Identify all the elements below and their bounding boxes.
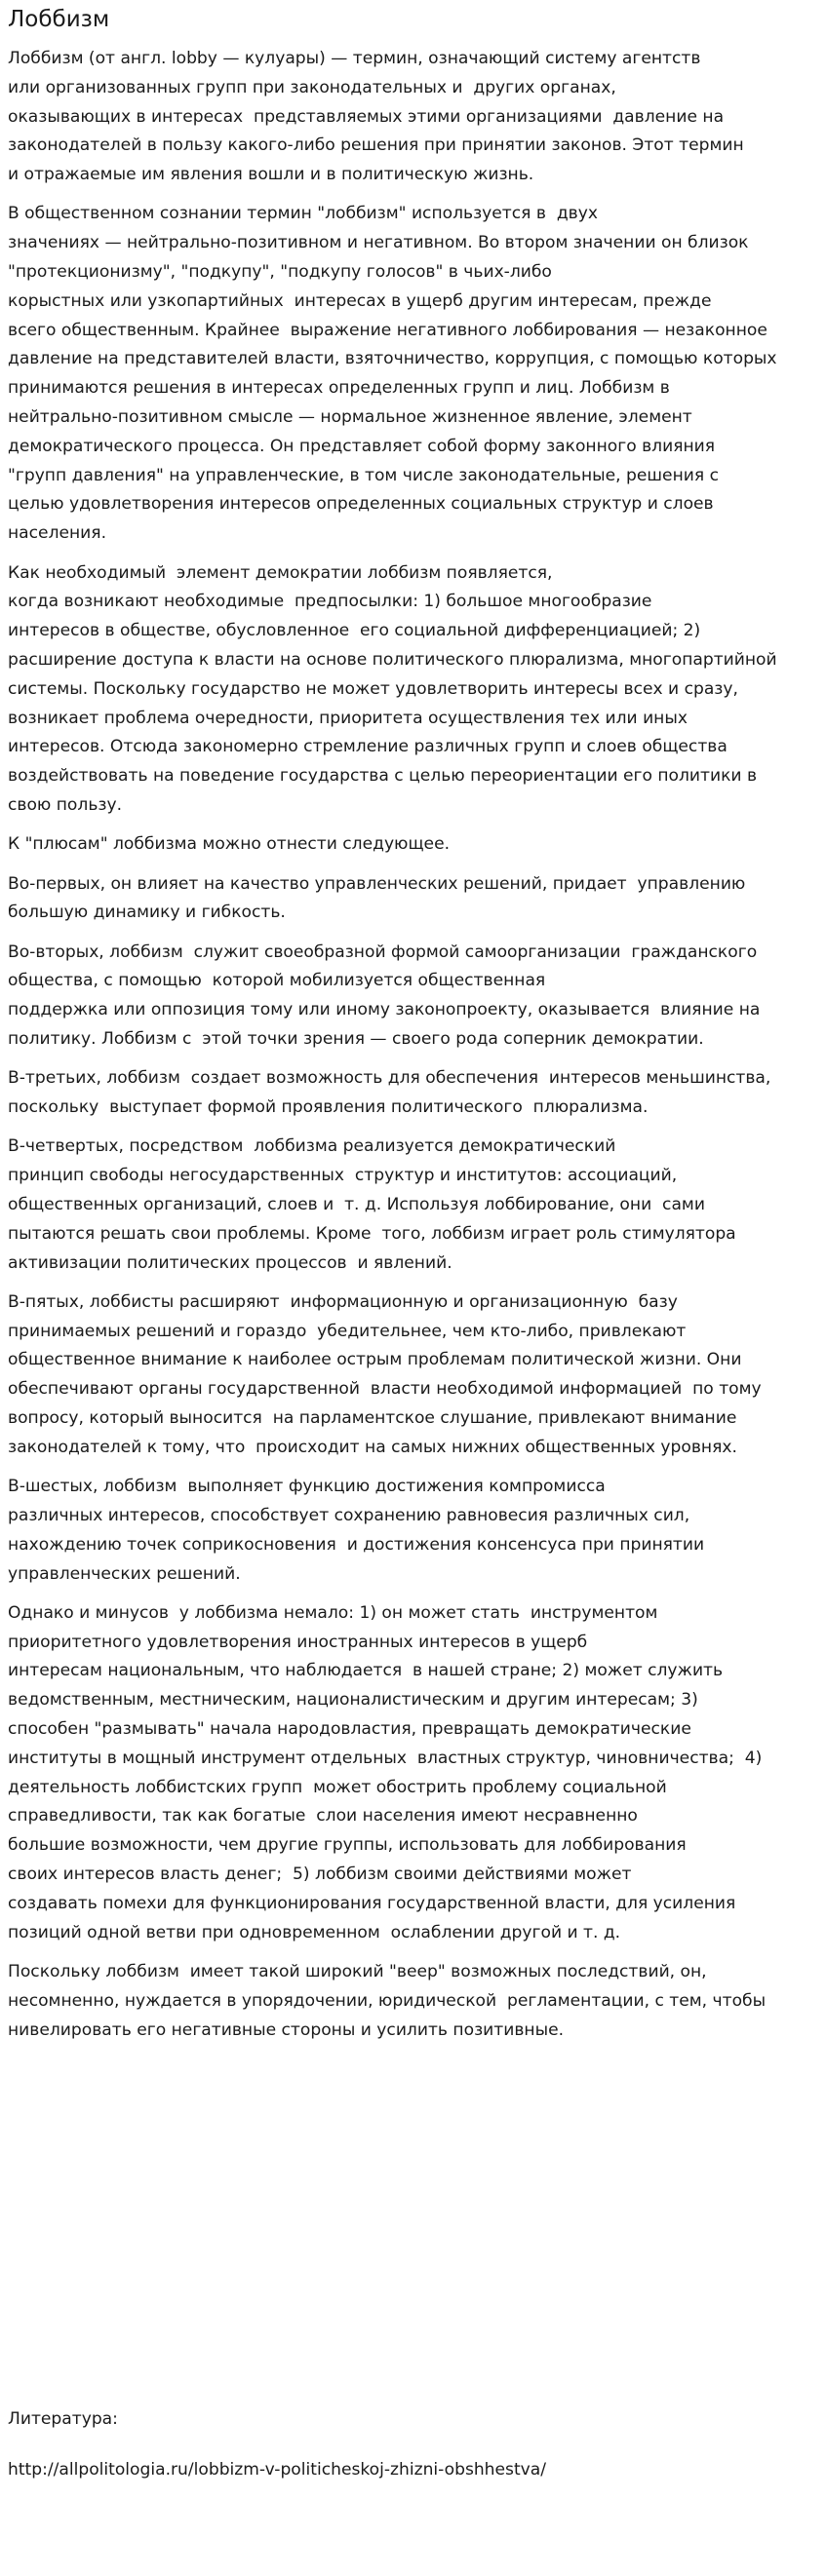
paragraph-line: и отражаемые им явления вошли и в политическую жизнь. [8, 165, 534, 185]
paragraph-line: интересам национальным, что наблюдается в нашей стране; 2) может служить [8, 1661, 724, 1681]
paragraph-line: управленческих решений. [8, 1563, 241, 1584]
paragraph-line: В-четвертых, посредством лоббизма реализуется демократический [8, 1136, 616, 1157]
paragraph-line: Как необходимый элемент демократии лоббизм появляется, [8, 562, 553, 583]
paragraph-line: способен "размывать" начала народовластия, превращать демократические [8, 1719, 691, 1740]
paragraph-line: справедливости, так как богатые слои населения имеют несравненно [8, 1806, 638, 1826]
paragraph-line: общественное внимание к наиболее острым проблемам политической жизни. Они [8, 1350, 742, 1370]
paragraph-line: большие возможности, чем другие группы, использовать для лоббирования [8, 1835, 687, 1856]
paragraph-line: населения. [8, 523, 107, 544]
paragraph-line: свою пользу. [8, 794, 123, 815]
paragraph-line: принцип свободы негосударственных структур и институтов: ассоциаций, [8, 1166, 678, 1186]
paragraph-line: политику. Лоббизм с этой точки зрения — своего рода соперник демократии. [8, 1029, 704, 1049]
paragraph-line: давление на представителей власти, взяточничество, коррупция, с помощью которых [8, 349, 777, 369]
paragraph-line: принимаемых решений и гораздо убедительнее, чем кто-либо, привлекают [8, 1321, 687, 1341]
paragraph-line: интересов в обществе, обусловленное его социальной дифференциацией; 2) [8, 621, 701, 641]
paragraph-line: Во-вторых, лоббизм служит своеобразной формой самоорганизации гражданского [8, 942, 758, 962]
paragraph-line: оказывающих в интересах представляемых этими организациями давление на [8, 106, 725, 127]
paragraph-line: институты в мощный инструмент отдельных властных структур, чиновничества; 4) [8, 1748, 763, 1768]
paragraph-line: несомненно, нуждается в упорядочении, юридической регламентации, с тем, чтобы [8, 1990, 767, 2011]
paragraph-line: обеспечивают органы государственной власти необходимой информацией по тому [8, 1379, 762, 1400]
paragraph-line: поскольку выступает формой проявления политического плюрализма. [8, 1097, 649, 1118]
paragraph-line: активизации политических процессов и явлений. [8, 1252, 452, 1273]
paragraph-line: вопросу, который выносится на парламентское слушание, привлекают внимание [8, 1408, 737, 1429]
paragraph-line: когда возникают необходимые предпосылки: 1) большое многообразие [8, 592, 652, 612]
paragraph-line: своих интересов власть денег; 5) лоббизм своими действиями может [8, 1865, 632, 1885]
paragraph-line: расширение доступа к власти на основе политического плюрализма, многопартийной [8, 649, 777, 670]
paragraph-line: пытаются решать свои проблемы. Кроме того, лоббизм играет роль стимулятора [8, 1223, 736, 1244]
paragraph-line: различных интересов, способствует сохранению равновесия различных сил, [8, 1505, 690, 1525]
paragraph-line: демократического процесса. Он представляет собой форму законного влияния [8, 436, 716, 456]
paragraph-line: деятельность лоббистских групп может обострить проблему социальной [8, 1777, 667, 1797]
paragraph-line: В-третьих, лоббизм создает возможность для обеспечения интересов меньшинства, [8, 1068, 771, 1089]
article-paragraph [8, 1473, 823, 1589]
paragraph-line: системы. Поскольку государство не может удовлетворить интересы всех и сразу, [8, 678, 738, 699]
paragraph-line: Однако и минусов у лоббизма немало: 1) он может стать инструментом [8, 1602, 658, 1623]
article-paragraph [8, 830, 823, 860]
article-paragraph [8, 1133, 823, 1278]
article-paragraph [8, 939, 823, 1055]
paragraph-line: "групп давления" на управленческие, в том числе законодательные, решения с [8, 465, 719, 485]
article-paragraph [8, 870, 823, 929]
article-body [8, 45, 823, 2045]
article-paragraph [8, 559, 823, 821]
paragraph-line: нивелировать его негативные стороны и усилить позитивные. [8, 2019, 565, 2040]
paragraph-line: ведомственным, местническим, националистическим и другим интересам; 3) [8, 1690, 698, 1711]
paragraph-line: нейтрально-позитивном смысле — нормальное жизненное явление, элемент [8, 407, 692, 428]
article-paragraph [8, 1064, 823, 1123]
paragraph-line: законодателей к тому, что происходит на самых нижних общественных уровнях. [8, 1437, 737, 1457]
paragraph-line: "протекционизму", "подкупу", "подкупу голосов" в чьих-либо [8, 262, 552, 283]
article-paragraph [8, 1958, 823, 2045]
paragraph-line: К "плюсам" лоббизма можно отнести следующее. [8, 834, 451, 855]
paragraph-line: позиций одной ветви при одновременном ослаблении другой и т. д. [8, 1922, 621, 1942]
source-link[interactable]: http://allpolitologia.ru/lobbizm-v-politicheskoj-zhizni-obshhestva/ [8, 2460, 546, 2480]
paragraph-line: значениях — нейтрально-позитивном и негативном. Во втором значении он близок [8, 233, 749, 253]
paragraph-line: воздействовать на поведение государства с целью переориентации его политики в [8, 766, 758, 787]
paragraph-line: целью удовлетворения интересов определенных социальных структур и слоев [8, 494, 714, 515]
article-paragraph [8, 1288, 823, 1463]
article-title: Лоббизм [8, 7, 110, 32]
paragraph-line: общества, с помощью которой мобилизуется общественная [8, 971, 546, 991]
paragraph-line: создавать помехи для функционирования государственной власти, для усиления [8, 1893, 736, 1913]
paragraph-line: или организованных групп при законодательных и других органах, [8, 77, 616, 97]
paragraph-line: законодателей в пользу какого-либо решения при принятии законов. Этот термин [8, 135, 744, 156]
paragraph-line: большую динамику и гибкость. [8, 903, 286, 923]
paragraph-line: нахождению точек соприкосновения и достижения консенсуса при принятии [8, 1534, 705, 1555]
literature-label: Литература: [8, 2409, 118, 2429]
paragraph-line: принимаются решения в интересах определенных групп и лиц. Лоббизм в [8, 378, 670, 399]
article-paragraph [8, 200, 823, 549]
paragraph-line: В-пятых, лоббисты расширяют информационную и организационную базу [8, 1291, 678, 1312]
paragraph-line: возникает проблема очередности, приоритета осуществления тех или иных [8, 708, 688, 728]
paragraph-line: поддержка или оппозиция тому или иному законопроекту, оказывается влияние на [8, 1000, 761, 1020]
paragraph-line: корыстных или узкопартийных интересах в ущерб другим интересам, прежде [8, 290, 712, 311]
paragraph-line: интересов. Отсюда закономерно стремление различных групп и слоев общества [8, 737, 728, 757]
paragraph-line: Лоббизм (от англ. lobby — кулуары) — термин, означающий систему агентств [8, 49, 701, 68]
paragraph-line: В общественном сознании термин "лоббизм" используется в двух [8, 204, 598, 224]
paragraph-line: В-шестых, лоббизм выполняет функцию достижения компромисса [8, 1477, 606, 1497]
article-paragraph [8, 45, 823, 190]
paragraph-line: Поскольку лоббизм имеет такой широкий "веер" возможных последствий, он, [8, 1961, 707, 1981]
paragraph-line: Во-первых, он влияет на качество управленческих решений, придает управлению [8, 873, 746, 894]
paragraph-line: общественных организаций, слоев и т. д. Используя лоббирование, они сами [8, 1194, 705, 1214]
paragraph-line: приоритетного удовлетворения иностранных интересов в ущерб [8, 1632, 588, 1652]
paragraph-line: всего общественным. Крайнее выражение негативного лоббирования — незаконное [8, 320, 767, 340]
article-paragraph [8, 1599, 823, 1948]
